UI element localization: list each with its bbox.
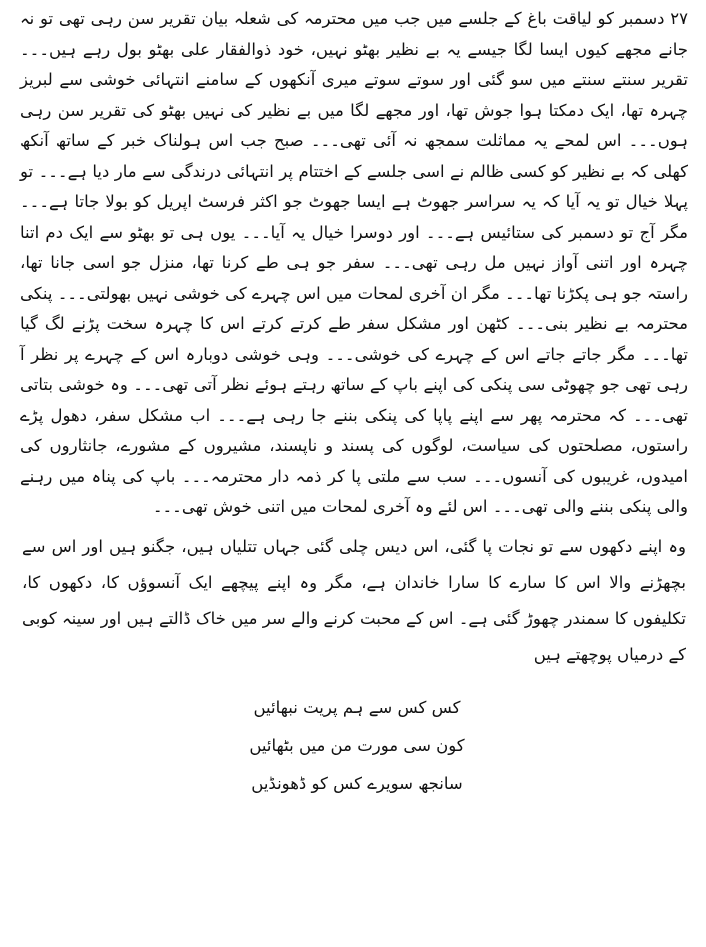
verse-line-1: کس کس سے ہم پریت نبھائیں bbox=[253, 697, 461, 717]
verse-line-3: سانجھ سویرے کس کو ڈھونڈیں bbox=[251, 773, 463, 793]
paragraph-1: ۲۷ دسمبر کو لیاقت باغ کے جلسے میں جب میں محترمہ کی شعلہ بیان تقریر سن رہی تھی تو نہ جانے مجھے کیوں ایسا لگا جیسے یہ بے نظیر بھٹو نہیں، خود ذوالفقار علی بھٹو بول رہے ہیں۔۔۔ تقریر سنتے سنتے میں سو گئی اور سوتے سوتے میری آنکھوں کے سامنے انتہائی خوشی سے لبریز چہرہ تھا، ایک دمکتا ہوا جوش تھا، اور مجھے لگا میں بے نظیر کی نہیں بھٹو کی تقریر سن رہی ہوں۔۔۔ اس لمحے یہ مماثلت سمجھ نہ آئی تھی۔۔۔ صبح جب اس ہولناک خبر کے ساتھ آنکھ کھلی کہ بے نظیر کو کسی ظالم نے اسی جلسے کے اختتام پر انتہائی درندگی سے مار دیا ہے۔۔۔ تو پہلا خیال تو یہ آیا کہ یہ سراسر جھوٹ ہے ایسا جھوٹ جو اکثر فرسٹ اپریل کو بولا جاتا ہے۔۔۔ مگر آج تو دسمبر کی ستائیس ہے۔۔۔ اور دوسرا خیال یہ آیا۔۔۔ یوں ہی تو بھٹو سے ایک دم اتنا چہرہ اور اتنی آواز نہیں مل رہی تھی۔۔۔ سفر جو ہی طے کرنا تھا، منزل جو اسی جانا تھا، راستہ جو ہی پکڑنا تھا۔۔۔ مگر ان آخری لمحات میں اس چہرے کی خوشی نہیں بھولتی۔۔۔ پنکی محترمہ بے نظیر بنی۔۔۔ کٹھن اور مشکل سفر طے کرتے کرتے اس کا چہرہ سخت پڑنے لگ گیا تھا۔۔۔ مگر جاتے جاتے اس کے چہرے کی خوشی۔۔۔ وہی خوشی دوبارہ اس کے چہرے پر نظر آ رہی تھی جو چھوٹی سی پنکی کی اپنے باپ کے ساتھ رہتے ہوئے نظر آتی تھی۔۔۔ وہ خوشی بتاتی تھی۔۔۔ کہ محترمہ پھر سے اپنے پاپا کی پنکی بننے جا رہی ہے۔۔۔ اب مشکل سفر، دھول پڑے راستوں، مصلحتوں کی سیاست، لوگوں کی پسند و ناپسند، مشیروں کے مشورے، جانثاروں کی امیدوں، غریبوں کی آنسوں۔۔۔ سب سے ملتی پا کر ذمہ دار محترمہ۔۔۔ باپ کی پناہ میں رہنے والی پنکی بننے والی تھی۔۔۔ اس لئے وہ آخری لمحات میں اتنی خوش تھی۔۔۔ bbox=[20, 9, 688, 516]
verse-block bbox=[14, 689, 692, 803]
paragraph-2: وہ اپنے دکھوں سے تو نجات پا گئی، اس دیس چلی گئی جہاں تتلیاں ہیں، جگنو ہیں اور اس سے بچھڑنے والا اس کا سارے کا سارا خاندان ہے، مگر وہ اپنے پیچھے ایک آنسوؤں کا، دکھوں کا، تکلیفوں کا سمندر چھوڑ گئی ہے۔ اس کے محبت کرنے والے سر میں خاک ڈالتے ہیں اور سینہ کوبی کے درمیاں پوچھتے ہیں bbox=[22, 536, 686, 664]
verse-line-2: کون سی مورت من میں بٹھائیں bbox=[249, 735, 465, 755]
